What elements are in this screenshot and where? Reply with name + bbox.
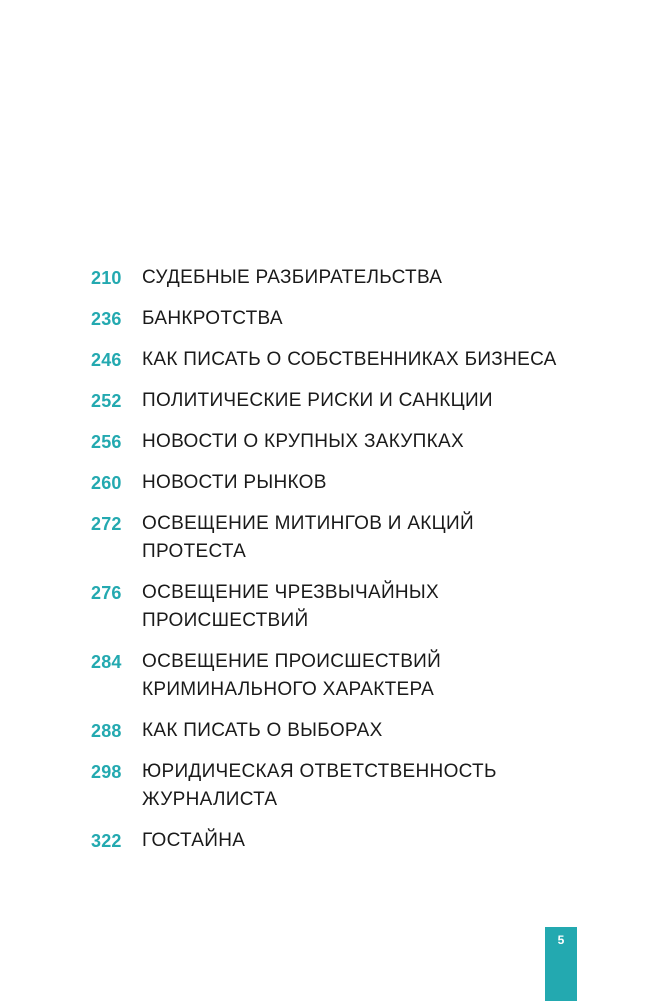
toc-page-number: 322 [91, 831, 122, 851]
toc-chapter-title: КАК ПИСАТЬ О СОБСТВЕННИКАХ БИЗНЕСА [142, 349, 557, 370]
toc-page-number: 256 [91, 432, 122, 452]
toc-page-number: 272 [91, 514, 122, 534]
toc-chapter-title: ОСВЕЩЕНИЕ МИТИНГОВ И АКЦИЙ ПРОТЕСТА [142, 513, 474, 562]
toc-entry[interactable] [91, 579, 651, 635]
toc-entry[interactable] [91, 264, 651, 292]
toc-entry[interactable] [91, 510, 651, 566]
toc-entry[interactable] [91, 648, 651, 704]
toc-entry[interactable] [91, 758, 651, 814]
toc-chapter-title: ПОЛИТИЧЕСКИЕ РИСКИ И САНКЦИИ [142, 390, 493, 411]
toc-page-number: 236 [91, 309, 122, 329]
toc-page-number: 284 [91, 652, 122, 672]
toc-chapter-title: ОСВЕЩЕНИЕ ЧРЕЗВЫЧАЙНЫХ ПРОИСШЕСТВИЙ [142, 582, 440, 631]
toc-entry[interactable] [91, 469, 651, 497]
toc-page-number: 298 [91, 762, 122, 782]
toc-page-number: 210 [91, 268, 122, 288]
toc-chapter-title: СУДЕБНЫЕ РАЗБИРАТЕЛЬСТВА [142, 267, 443, 288]
toc-page-number: 260 [91, 473, 122, 493]
toc-chapter-title: ОСВЕЩЕНИЕ ПРОИСШЕСТВИЙ КРИМИНАЛЬНОГО ХАРАКТЕРА [142, 651, 442, 700]
toc-entry[interactable] [91, 305, 651, 333]
toc-chapter-title: НОВОСТИ РЫНКОВ [142, 472, 327, 493]
toc-chapter-title: НОВОСТИ О КРУПНЫХ ЗАКУПКАХ [142, 431, 464, 452]
toc-chapter-title: БАНКРОТСТВА [142, 308, 283, 329]
page-number-tab [545, 927, 577, 1001]
toc-page-number: 288 [91, 721, 122, 741]
toc-chapter-title: КАК ПИСАТЬ О ВЫБОРАХ [142, 720, 383, 741]
toc-chapter-title: ГОСТАЙНА [142, 830, 246, 851]
toc-page-number: 252 [91, 391, 122, 411]
table-of-contents [91, 264, 651, 868]
toc-page-number: 246 [91, 350, 122, 370]
toc-entry[interactable] [91, 387, 651, 415]
toc-entry[interactable] [91, 346, 651, 374]
toc-entry[interactable] [91, 827, 651, 855]
toc-page-number: 276 [91, 583, 122, 603]
toc-chapter-title: ЮРИДИЧЕСКАЯ ОТВЕТСТВЕННОСТЬ ЖУРНАЛИСТА [142, 761, 497, 810]
toc-entry[interactable] [91, 428, 651, 456]
page-number: 5 [557, 933, 565, 947]
toc-entry[interactable] [91, 717, 651, 745]
